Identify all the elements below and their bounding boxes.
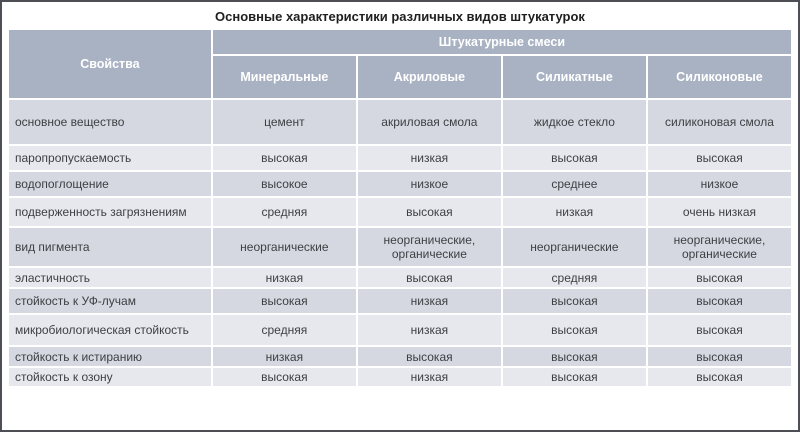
plaster-characteristics-table bbox=[7, 28, 793, 388]
value-cell: высокая bbox=[502, 145, 647, 171]
value-cell: высокая bbox=[502, 346, 647, 367]
column-header-mineral: Минеральные bbox=[212, 55, 357, 99]
value-cell: неорганические bbox=[212, 227, 357, 267]
property-cell: стойкость к УФ-лучам bbox=[8, 288, 212, 314]
value-cell: высокая bbox=[357, 346, 502, 367]
value-cell: силиконовая смола bbox=[647, 99, 792, 145]
value-cell: очень низкая bbox=[647, 197, 792, 227]
property-cell: стойкость к озону bbox=[8, 367, 212, 387]
column-header-silicate: Силикатные bbox=[502, 55, 647, 99]
table-row bbox=[8, 227, 792, 267]
value-cell: низкая bbox=[357, 367, 502, 387]
property-cell: эластичность bbox=[8, 267, 212, 288]
value-cell: высокая bbox=[502, 314, 647, 346]
table-row bbox=[8, 346, 792, 367]
value-cell: средняя bbox=[212, 197, 357, 227]
value-cell: высокая bbox=[647, 267, 792, 288]
page-title: Основные характеристики различных видов штукатурок bbox=[215, 9, 585, 24]
value-cell: низкая bbox=[357, 314, 502, 346]
value-cell: среднее bbox=[502, 171, 647, 197]
table-row bbox=[8, 367, 792, 387]
value-cell: средняя bbox=[502, 267, 647, 288]
property-cell: подверженность загрязнениям bbox=[8, 197, 212, 227]
value-cell: высокая bbox=[647, 288, 792, 314]
value-cell: высокая bbox=[212, 367, 357, 387]
column-header-silicone: Силиконовые bbox=[647, 55, 792, 99]
value-cell: низкое bbox=[647, 171, 792, 197]
property-cell: основное вещество bbox=[8, 99, 212, 145]
value-cell: неорганические, органические bbox=[357, 227, 502, 267]
value-cell: низкая bbox=[357, 288, 502, 314]
value-cell: жидкое стекло bbox=[502, 99, 647, 145]
value-cell: высокая bbox=[647, 346, 792, 367]
value-cell: низкое bbox=[357, 171, 502, 197]
value-cell: высокая bbox=[647, 145, 792, 171]
value-cell: высокая bbox=[502, 367, 647, 387]
column-header-properties: Свойства bbox=[8, 29, 212, 99]
property-cell: водопоглощение bbox=[8, 171, 212, 197]
table-row bbox=[8, 197, 792, 227]
table-row bbox=[8, 267, 792, 288]
value-cell: цемент bbox=[212, 99, 357, 145]
value-cell: высокая bbox=[647, 314, 792, 346]
value-cell: высокая bbox=[357, 267, 502, 288]
value-cell: акриловая смола bbox=[357, 99, 502, 145]
value-cell: неорганические bbox=[502, 227, 647, 267]
value-cell: низкая bbox=[212, 267, 357, 288]
table-row bbox=[8, 145, 792, 171]
value-cell: высокая bbox=[647, 367, 792, 387]
property-cell: стойкость к истиранию bbox=[8, 346, 212, 367]
value-cell: низкая bbox=[502, 197, 647, 227]
column-header-acrylic: Акриловые bbox=[357, 55, 502, 99]
column-group-header-mixes: Штукатурные смеси bbox=[212, 29, 792, 55]
value-cell: высокая bbox=[212, 145, 357, 171]
value-cell: низкая bbox=[357, 145, 502, 171]
table-row bbox=[8, 99, 792, 145]
value-cell: высокое bbox=[212, 171, 357, 197]
table-row bbox=[8, 288, 792, 314]
property-cell: паропропускаемость bbox=[8, 145, 212, 171]
value-cell: неорганические, органические bbox=[647, 227, 792, 267]
table-row bbox=[8, 171, 792, 197]
table-row bbox=[8, 314, 792, 346]
property-cell: вид пигмента bbox=[8, 227, 212, 267]
value-cell: высокая bbox=[212, 288, 357, 314]
value-cell: высокая bbox=[357, 197, 502, 227]
table-body bbox=[8, 99, 792, 387]
property-cell: микробиологическая стойкость bbox=[8, 314, 212, 346]
value-cell: низкая bbox=[212, 346, 357, 367]
table-header bbox=[8, 29, 792, 99]
value-cell: средняя bbox=[212, 314, 357, 346]
value-cell: высокая bbox=[502, 288, 647, 314]
